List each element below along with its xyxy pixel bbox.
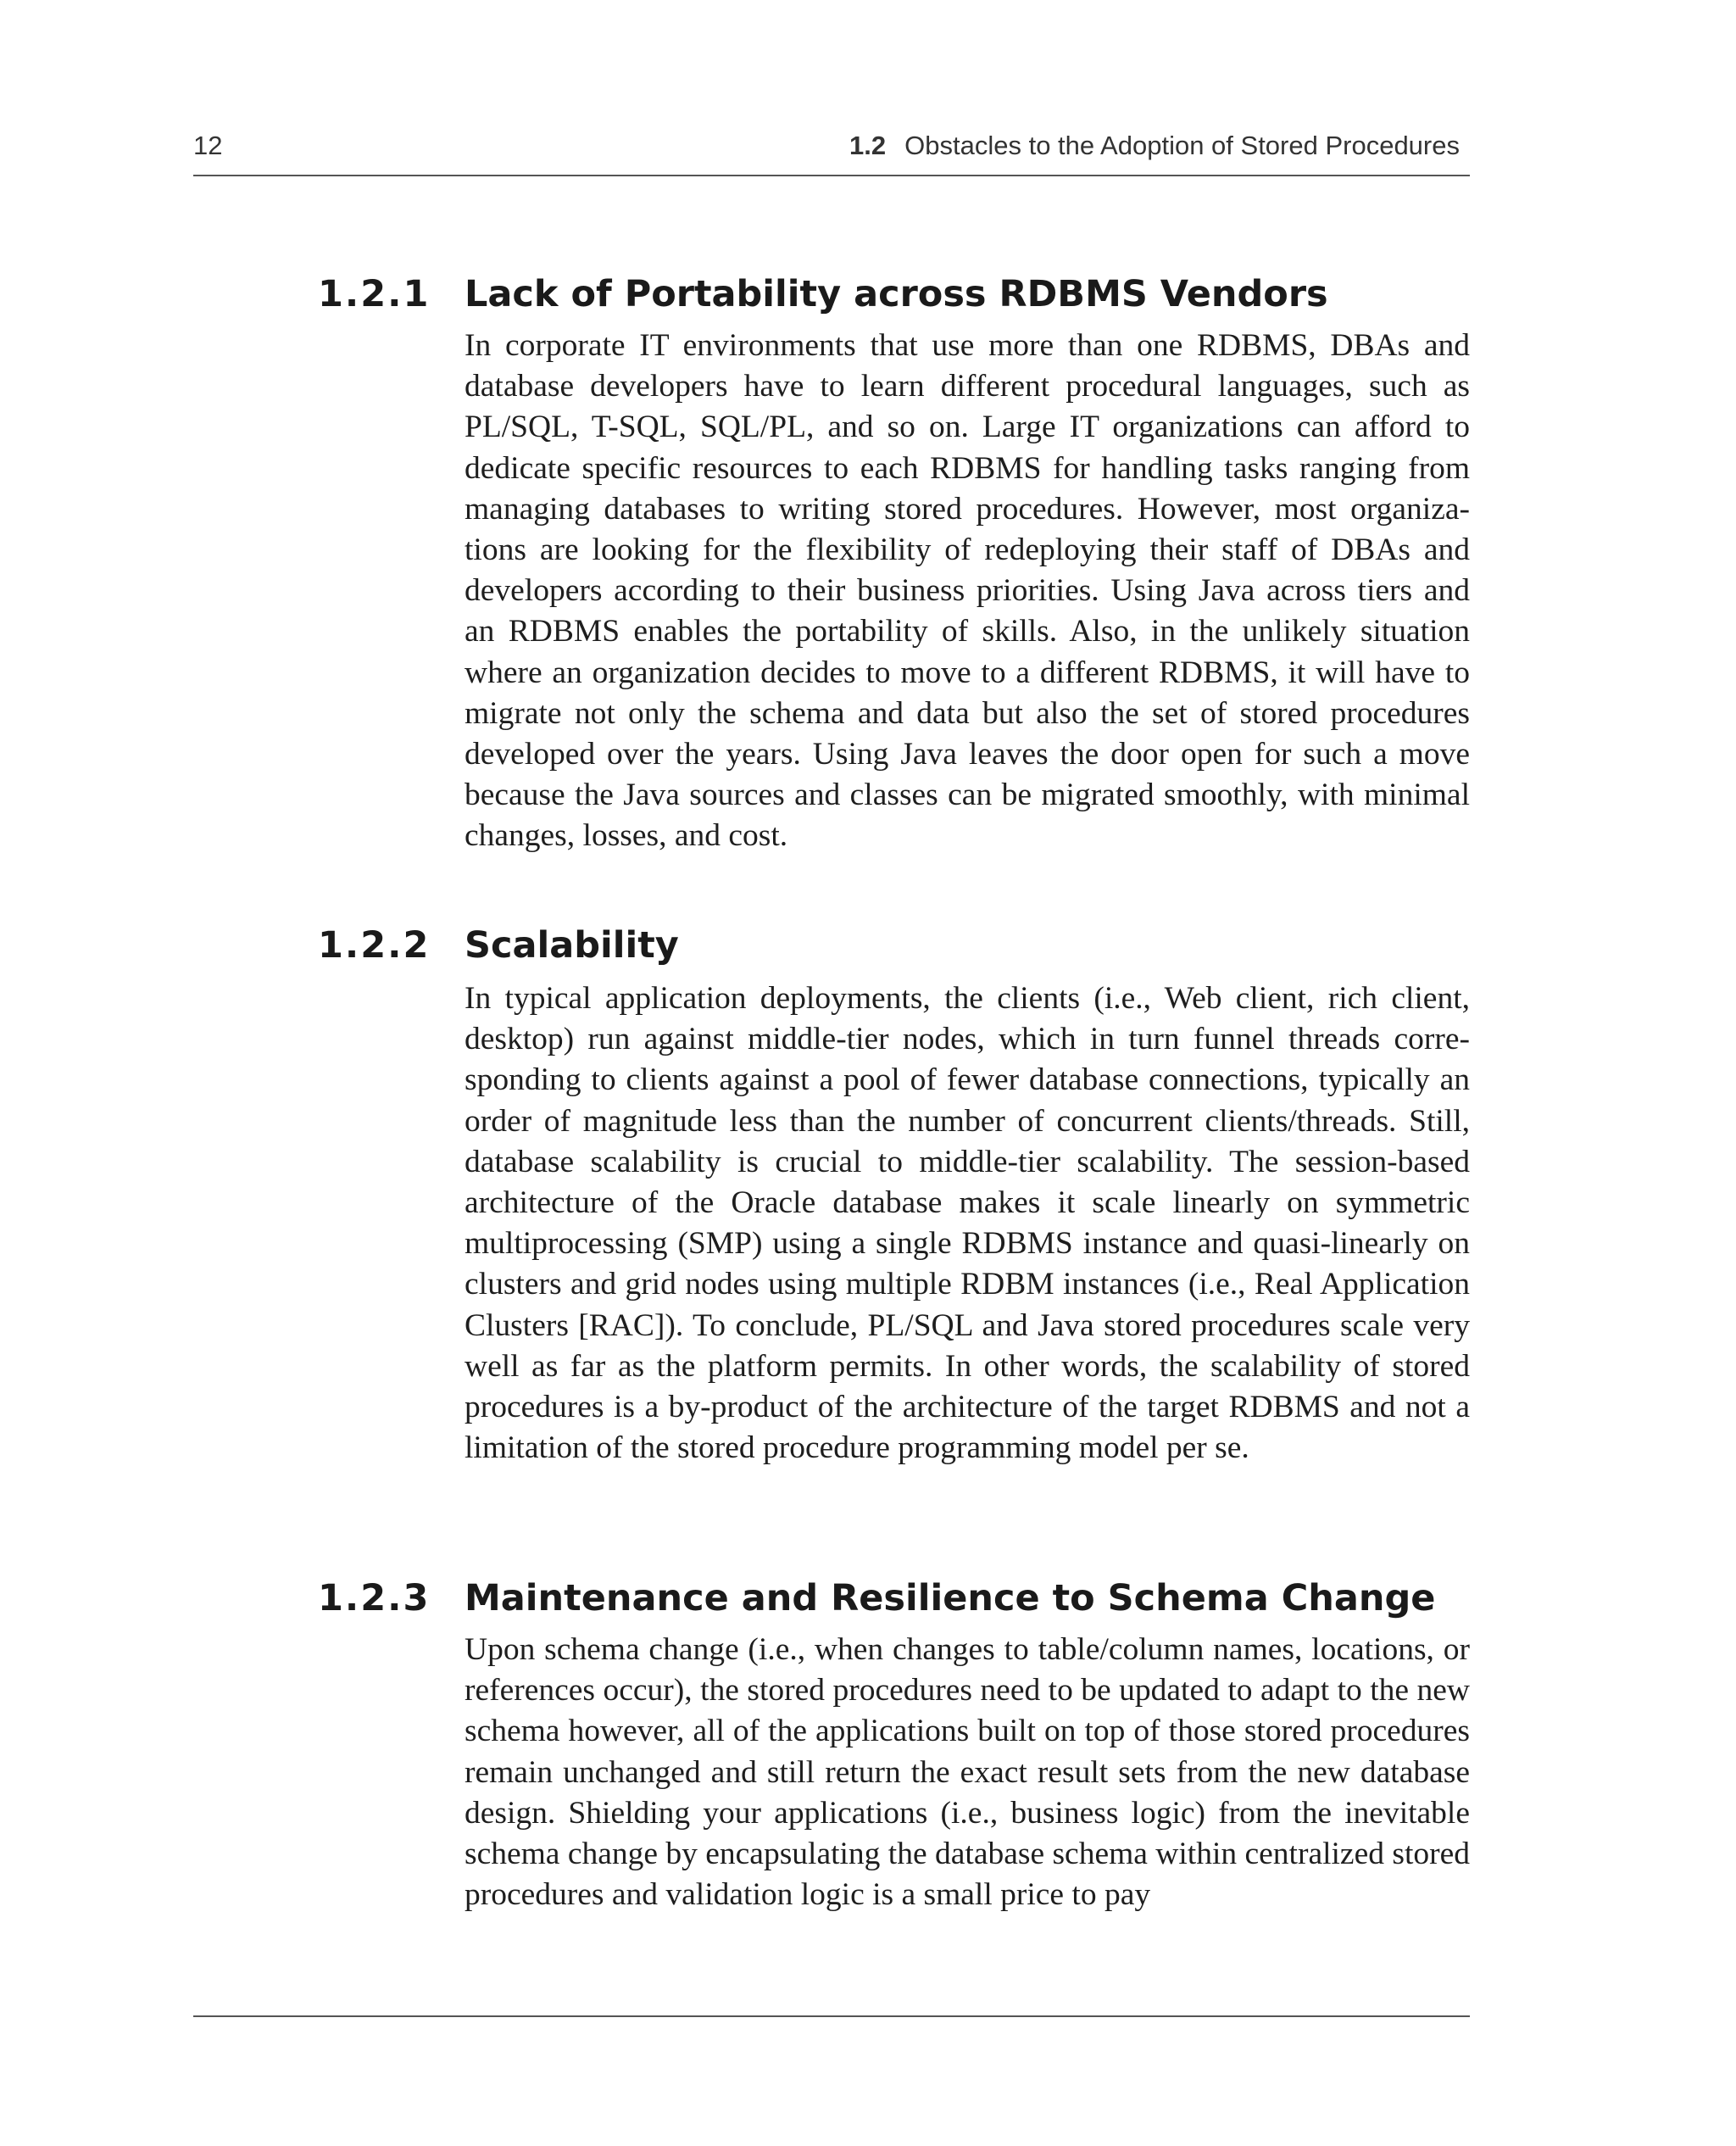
section-heading-1-2-1 <box>318 272 1328 315</box>
section-number: 1.2.2 <box>318 923 431 967</box>
section-number: 1.2.1 <box>318 272 431 315</box>
section-heading-1-2-3 <box>318 1576 1436 1619</box>
footer-rule <box>193 2015 1470 2017</box>
page-number: 12 <box>193 131 223 160</box>
section-title: Maintenance and Resilience to Schema Change <box>465 1576 1436 1619</box>
running-head <box>193 131 1470 170</box>
running-section-number: 1.2 <box>849 131 887 160</box>
section-heading-1-2-2 <box>318 923 679 967</box>
section-body-1-2-1: In corporate IT environments that use more than one RDBMS, DBAs and database developers have to learn different procedural languages, such as PL/SQL, T-SQL, SQL/PL, and so on. Large IT organizations can afford to dedicate specific resources to each RDBMS for handling tasks ranging from managing databases to writing stored procedures. However, most organizations are looking for the flexibility of redeploying their staff of DBAs and developers according to their business priorities. Using Java across tiers and an RDBMS enables the portability of skills. Also, in the unlikely situation where an organization decides to move to a different RDBMS, it will have to migrate not only the schema and data but also the set of stored procedures developed over the years. Using Java leaves the door open for such a move because the Java sources and classes can be migrated smoothly, with minimal changes, losses, and cost. <box>465 328 1470 854</box>
section-number: 1.2.3 <box>318 1576 431 1619</box>
section-title: Scalability <box>465 923 679 967</box>
running-title <box>849 131 1460 161</box>
running-section-title: Obstacles to the Adoption of Stored Procedures <box>904 131 1460 160</box>
section-body-1-2-2: In typical application deployments, the clients (i.e., Web client, rich client, desktop) run against middle-tier nodes, which in turn funnel threads corresponding to clients against a pool of fewer database connections, typically an order of magnitude less than the number of concurrent clients/threads. Still, database scalability is crucial to middle-tier scalability. The session-based architecture of the Oracle database makes it scale linearly on symmetric multiprocessing (SMP) using a single RDBMS instance and quasi-linearly on clusters and grid nodes using multiple RDBM instances (i.e., Real Application Clusters [RAC]). To conclude, PL/SQL and Java stored procedures scale very well as far as the platform permits. In other words, the scalability of stored procedures is a by-product of the architecture of the target RDBMS and not a limitation of the stored procedure programming model per se. <box>465 981 1470 1466</box>
section-title: Lack of Portability across RDBMS Vendors <box>465 272 1328 315</box>
header-rule <box>193 175 1470 176</box>
section-body-1-2-3: Upon schema change (i.e., when changes to table/column names, locations, or references occur), the stored procedures need to be updated to adapt to the new schema however, all of the applications built on top of those stored procedures remain unchanged and still return the exact result sets from the new database design. Shielding your applications (i.e., business logic) from the inevitable schema change by encapsulating the database schema within centralized stored procedures and validation logic is a small price to pay <box>465 1632 1470 1913</box>
